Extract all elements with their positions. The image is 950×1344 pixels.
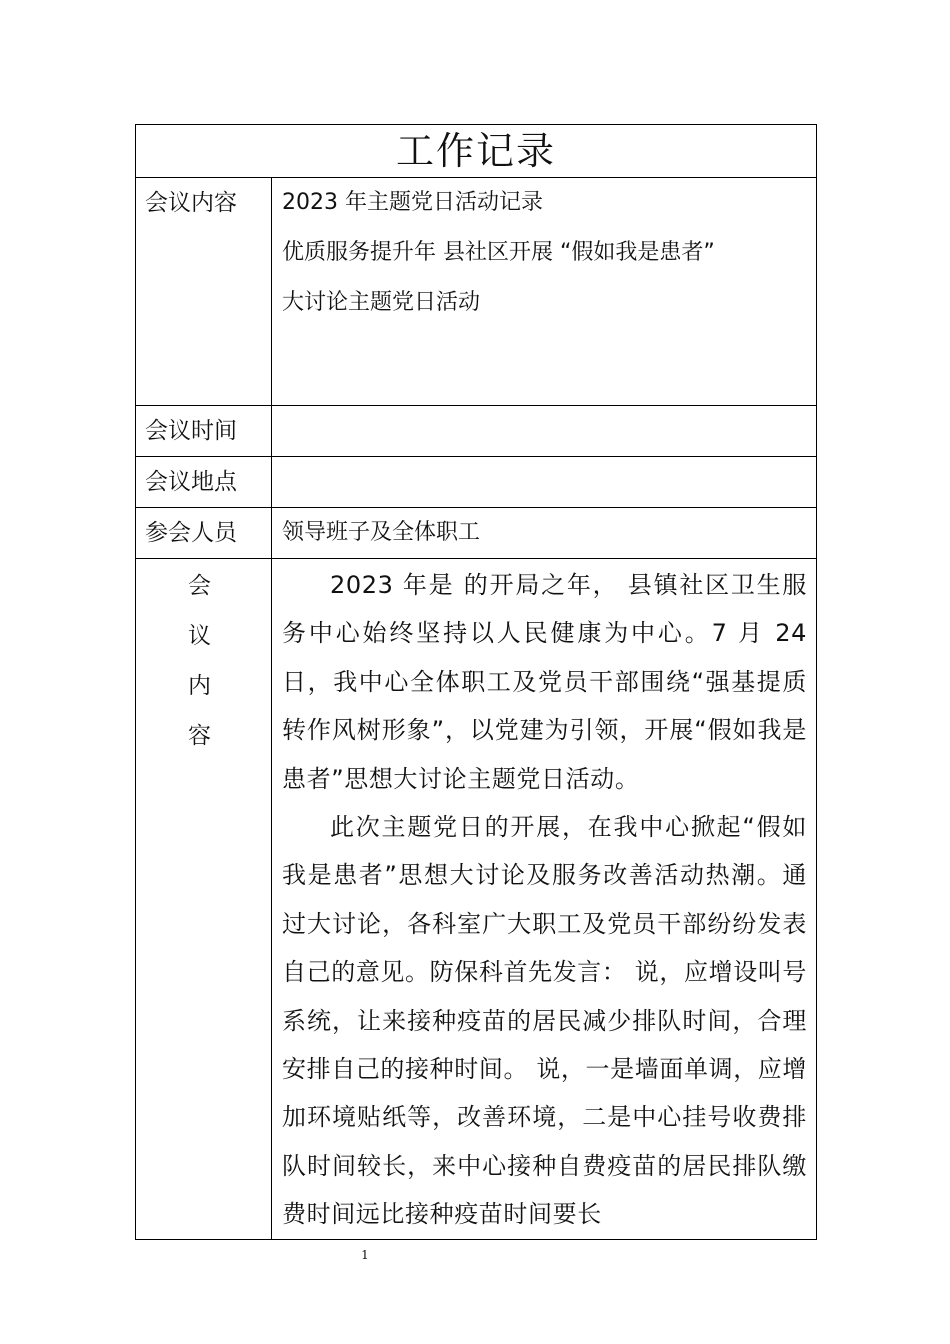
meeting-content-line: 大讨论主题党日活动 (282, 290, 481, 315)
meeting-location-value (272, 457, 817, 508)
vertical-label-char: 容 (188, 723, 211, 749)
meeting-location-label: 会议地点 (136, 457, 272, 508)
vertical-label-char: 内 (188, 673, 211, 699)
work-record-table (135, 124, 817, 1240)
vertical-label-char: 会 (188, 573, 211, 599)
meeting-time-label: 会议时间 (136, 406, 272, 457)
meeting-content-line: 优质服务提升年 县社区开展 “假如我是患者” (282, 240, 715, 265)
meeting-body-text (272, 559, 817, 1240)
page-number: 1 (361, 1248, 369, 1262)
vertical-label-char: 议 (188, 623, 211, 649)
document-title: 工作记录 (136, 125, 817, 178)
body-paragraph: 此次主题党日的开展，在我中心掀起“假如我是患者”思想大讨论及服务改善活动热潮。通过大讨论，各科室广大职工及党员干部纷纷发表自己的意见。防保科首先发言： 说，应增设叫号系统，让来接种疫苗的居民减少排队时间，合理安排自己的接种时间。 说，一是墙面单调，应增加环境贴纸等，改善环境，二是中心挂号收费排队时间较长，来中心接种自费疫苗的居民排队缴费时间远比接种疫苗时间要长 (282, 813, 808, 1229)
body-paragraph: 2023 年是 的开局之年， 县镇社区卫生服务中心始终坚持以人民健康为中心。7 月 24 日，我中心全体职工及党员干部围绕“强基提质 转作风树形象”，以党建为引领，开展“假如我是患者”思想大讨论主题党日活动。 (282, 571, 808, 793)
meeting-content-value (272, 178, 817, 406)
meeting-time-value (272, 406, 817, 457)
attendees-label: 参会人员 (136, 508, 272, 559)
meeting-content-label: 会议内容 (136, 178, 272, 406)
meeting-content-vertical-label (136, 559, 272, 1240)
attendees-value: 领导班子及全体职工 (272, 508, 817, 559)
meeting-content-line: 2023 年主题党日活动记录 (282, 190, 543, 215)
